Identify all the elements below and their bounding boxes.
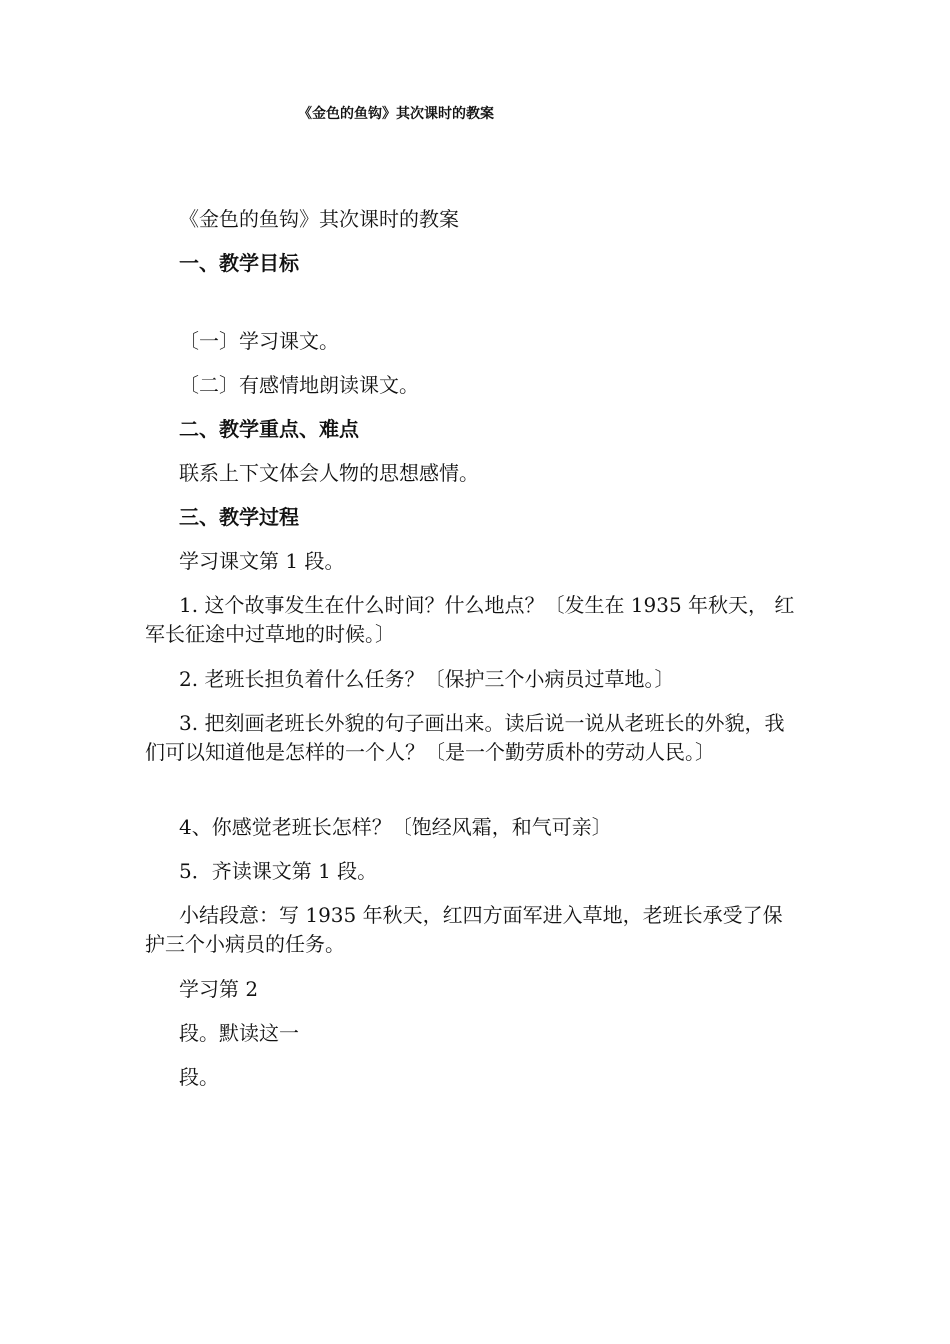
page-header-title: 《金色的鱼钩》其次课时的教案 bbox=[298, 106, 494, 122]
question-3: 3. 把刻画老班长外貌的句子画出来。读后说一说从老班长的外貌，我们可以知道他是怎样的一个人？〔是一个勤劳质朴的劳动人民。〕 bbox=[145, 711, 785, 764]
study-2-line-1: 学习第 2 bbox=[179, 977, 259, 1001]
focus-text: 联系上下文体会人物的思想感情。 bbox=[179, 461, 479, 485]
document-title: 《金色的鱼钩》其次课时的教案 bbox=[179, 207, 459, 231]
summary-paragraph: 小结段意：写 1935 年秋天，红四方面军进入草地，老班长承受了保护三个小病员的任务。 bbox=[145, 903, 783, 956]
section-heading-process: 三、教学过程 bbox=[179, 505, 299, 529]
goal-item-1: 〔一〕学习课文。 bbox=[179, 329, 339, 353]
question-1: 1. 这个故事发生在什么时间？什么地点？〔发生在 1935 年秋天， 红军长征途中过草地的时候。〕 bbox=[145, 593, 795, 646]
section-heading-goals: 一、教学目标 bbox=[179, 251, 299, 275]
section-heading-focus: 二、教学重点、难点 bbox=[179, 417, 359, 441]
study-2-line-3: 段。 bbox=[179, 1065, 219, 1089]
goal-item-2: 〔二〕有感情地朗读课文。 bbox=[179, 373, 419, 397]
step-intro: 学习课文第 1 段。 bbox=[179, 549, 345, 573]
study-2-line-2: 段。默读这一 bbox=[179, 1021, 299, 1045]
question-5: 5．齐读课文第 1 段。 bbox=[179, 859, 378, 883]
question-4: 4、你感觉老班长怎样？〔饱经风霜，和气可亲〕 bbox=[179, 815, 612, 839]
question-2: 2. 老班长担负着什么任务？〔保护三个小病员过草地。〕 bbox=[179, 667, 675, 691]
